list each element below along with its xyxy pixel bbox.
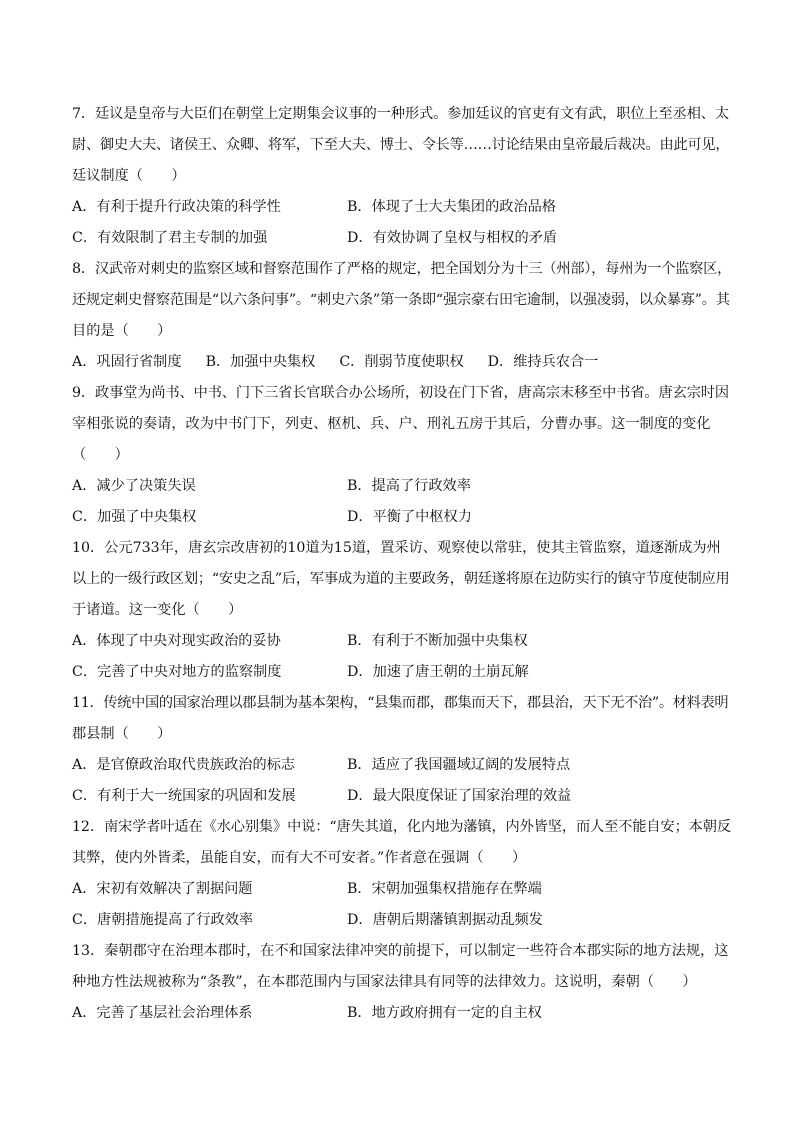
option-b[interactable]: B．宋朝加强集权措施存在弊端: [347, 881, 542, 897]
option-c[interactable]: C．有利于大一统国家的巩固和发展: [72, 788, 296, 804]
question-stem-line: 于诸道。这一变化（ ）: [72, 602, 243, 618]
question-stem-line: 8．汉武帝对刺史的监察区域和督察范围作了严格的规定，把全国划分为十三（州部），每州为一个监察区，: [72, 261, 732, 277]
options-row: [72, 502, 732, 533]
question-13: [72, 936, 732, 1029]
option-a[interactable]: A．完善了基层社会治理体系: [72, 1005, 253, 1021]
option-b[interactable]: B．加强中央集权: [205, 354, 316, 370]
option-d[interactable]: D．加速了唐王朝的土崩瓦解: [347, 664, 529, 680]
question-stem-line: 9．政事堂为尚书、中书、门下三省长官联合办公场所，初设在门下省，唐高宗末移至中书省。唐玄宗时因: [72, 385, 729, 401]
option-b[interactable]: B．体现了士大夫集团的政治品格: [347, 199, 557, 215]
question-stem-line: 10．公元733年，唐玄宗改唐初的10道为15道，置采访、观察使以常驻，使其主管监察，道逐渐成为州: [72, 540, 721, 556]
option-c[interactable]: C．有效限制了君主专制的加强: [72, 230, 268, 246]
options-row: [72, 192, 732, 223]
option-a[interactable]: A．体现了中央对现实政治的妥协: [72, 633, 281, 649]
exam-page: [72, 99, 732, 1029]
question-8: [72, 254, 732, 378]
option-a[interactable]: A．巩固行省制度: [72, 354, 182, 370]
question-9: [72, 378, 732, 533]
options-row: [72, 905, 732, 936]
option-a[interactable]: A．是官僚政治取代贵族政治的标志: [72, 757, 296, 773]
question-stem-line: 宰相张说的奏请，改为中书门下，列吏、枢机、兵、户、刑礼五房于其后，分曹办事。这一制度的变化: [72, 416, 711, 432]
question-7: [72, 99, 732, 254]
options-row: [72, 998, 732, 1029]
options-row: [72, 347, 732, 378]
option-a[interactable]: A．减少了决策失误: [72, 478, 196, 494]
options-row: [72, 223, 732, 254]
question-stem-line: 还规定刺史督察范围是“以六条问事”。“刺史六条”第一条即“强宗豪右田宅逾制，以强凌弱，以众暴寡”。其: [72, 292, 730, 308]
options-row: [72, 471, 732, 502]
question-stem-line: （ ）: [72, 447, 129, 463]
option-b[interactable]: B．提高了行政效率: [347, 478, 471, 494]
option-b[interactable]: B．地方政府拥有一定的自主权: [347, 1005, 542, 1021]
option-a[interactable]: A．宋初有效解决了割据问题: [72, 881, 253, 897]
question-10: [72, 533, 732, 688]
option-c[interactable]: C．完善了中央对地方的监察制度: [72, 664, 282, 680]
options-row: [72, 874, 732, 905]
question-11: [72, 688, 732, 812]
options-row: [72, 750, 732, 781]
question-stem-line: 目的是（ ）: [72, 323, 172, 339]
option-d[interactable]: D．维持兵农合一: [487, 354, 599, 370]
question-stem-line: 尉、御史大夫、诸侯王、众卿、将军，下至大夫、博士、令长等……讨论结果由皇帝最后裁决。由此可见，: [72, 137, 730, 153]
option-d[interactable]: D．最大限度保证了国家治理的效益: [347, 788, 572, 804]
option-c[interactable]: C．加强了中央集权: [72, 509, 197, 525]
option-c[interactable]: C．削弱节度使职权: [339, 354, 464, 370]
option-c[interactable]: C．唐朝措施提高了行政效率: [72, 912, 254, 928]
question-stem-line: 11．传统中国的国家治理以郡县制为基本架构，“县集而郡，郡集而天下，郡县治，天下无不治”。材料表明: [72, 695, 729, 711]
question-stem-line: 廷议制度（ ）: [72, 168, 186, 184]
question-stem-line: 种地方性法规被称为“条教”，在本郡范围内与国家法律具有同等的法律效力。这说明，秦朝（ ）: [72, 974, 697, 990]
option-b[interactable]: B．有利于不断加强中央集权: [347, 633, 528, 649]
question-stem-line: 13．秦朝郡守在治理本郡时，在不和国家法律冲突的前提下，可以制定一些符合本郡实际的地方法规，这: [72, 943, 729, 959]
options-row: [72, 781, 732, 812]
question-stem-line: 郡县制（ ）: [72, 726, 172, 742]
options-row: [72, 657, 732, 688]
option-d[interactable]: D．唐朝后期藩镇割据动乱频发: [347, 912, 543, 928]
option-d[interactable]: D．平衡了中枢权力: [347, 509, 472, 525]
option-a[interactable]: A．有利于提升行政决策的科学性: [72, 199, 281, 215]
options-row: [72, 626, 732, 657]
option-b[interactable]: B．适应了我国疆域辽阔的发展特点: [347, 757, 571, 773]
option-d[interactable]: D．有效协调了皇权与相权的矛盾: [347, 230, 558, 246]
question-stem-line: 以上的一级行政区划；“安史之乱”后，军事成为道的主要政务，朝廷遂将原在边防实行的镇守节度使制应用: [72, 571, 730, 587]
question-stem-line: 12．南宋学者叶适在《水心别集》中说：“唐失其道，化内地为藩镇，内外皆坚，而人至不能自安；本朝反: [72, 819, 731, 835]
question-12: [72, 812, 732, 936]
question-stem-line: 7．廷议是皇帝与大臣们在朝堂上定期集会议事的一种形式。参加廷议的官吏有文有武，职位上至丞相、太: [72, 106, 729, 122]
question-stem-line: 其弊，使内外皆柔，虽能自安，而有大不可安者。”作者意在强调（ ）: [72, 850, 527, 866]
